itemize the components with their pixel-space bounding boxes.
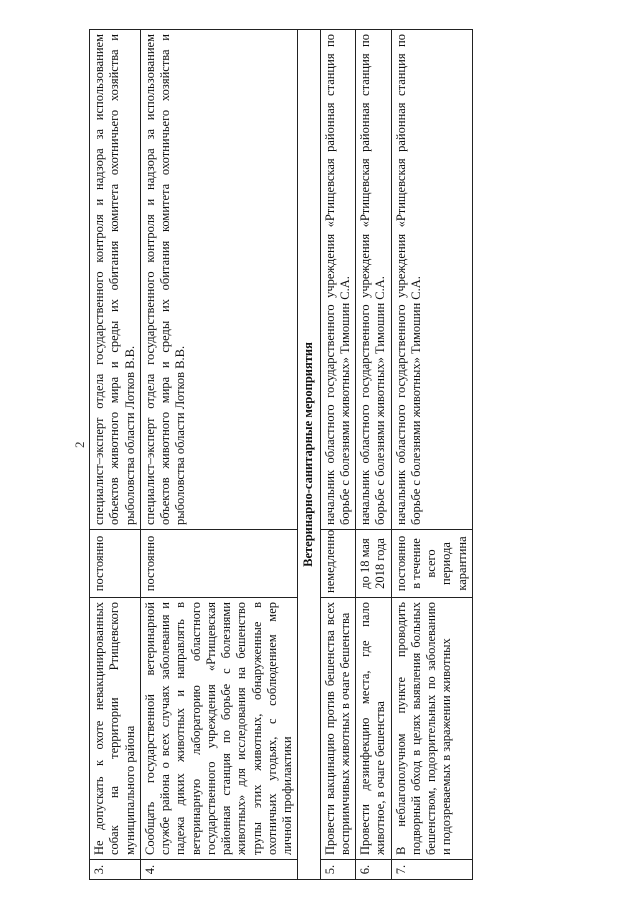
rotated-table-container — [89, 30, 629, 880]
section-header-row — [298, 30, 320, 880]
deadline-text: постоянно — [140, 530, 298, 598]
row-number: 7. — [391, 860, 472, 880]
measure-text: В неблагополучном пункте проводить подворный обход в целях выявления больных бешенством, подозрительных по заболеванию и подозреваемых в заражении животных — [391, 598, 472, 860]
measure-text: Сообщать государственной ветеринарной службе района о всех случаях заболевания и падежа диких животных и направлять в ветеринарную лабораторию областного государственного учреждения «Ртищевская районная станция по борьбе с болезнями животных» для исследования на бешенство трупы этих животных, обнаруженные в охотничьих угодьях, с соблюдением мер личной профилактики — [140, 598, 298, 860]
responsible-text: начальник областного государственного учреждения «Ртищевская районная станция по борьбе с болезнями животных» Тимошин С.А. — [356, 30, 392, 530]
section-title: Ветеринарно-санитарные мероприятия — [298, 30, 320, 880]
measures-table — [89, 29, 473, 880]
row-number: 4. — [140, 860, 298, 880]
table-row — [320, 30, 356, 880]
deadline-text: немедленно — [320, 530, 356, 598]
measure-text: Провести вакцинацию против бешенства всех восприимчивых животных в очаге бешенства — [320, 598, 356, 860]
table-row — [140, 30, 298, 880]
page-number: 2 — [72, 441, 87, 448]
deadline-text: постоянно в течение всего периода карантина — [391, 530, 472, 598]
table-row — [391, 30, 472, 880]
deadline-text: до 18 мая 2018 года — [356, 530, 392, 598]
responsible-text: начальник областного государственного учреждения «Ртищевская районная станция по борьбе с болезнями животных» Тимошин С.А. — [320, 30, 356, 530]
row-number: 5. — [320, 860, 356, 880]
deadline-text: постоянно — [90, 530, 141, 598]
measure-text: Провести дезинфекцию места, где пало животное, в очаге бешенства — [356, 598, 392, 860]
row-number: 3. — [90, 860, 141, 880]
responsible-text: специалист–эксперт отдела государственного контроля и надзора за использованием объектов животного мира и среды их обитания комитета охотничьего хозяйства и рыболовства области Лотков В.В. — [140, 30, 298, 530]
table-row — [90, 30, 141, 880]
table-row — [356, 30, 392, 880]
row-number: 6. — [356, 860, 392, 880]
responsible-text: специалист–эксперт отдела государственного контроля и надзора за использованием объектов животного мира и среды их обитания комитета охотничьего хозяйства и рыболовства области Лотков В.В. — [90, 30, 141, 530]
measure-text: Не допускать к охоте невакцинированных собак на территории Ртищевского муниципального района — [90, 598, 141, 860]
responsible-text: начальник областного государственного учреждения «Ртищевская районная станция по борьбе с болезнями животных» Тимошин С.А. — [391, 30, 472, 530]
